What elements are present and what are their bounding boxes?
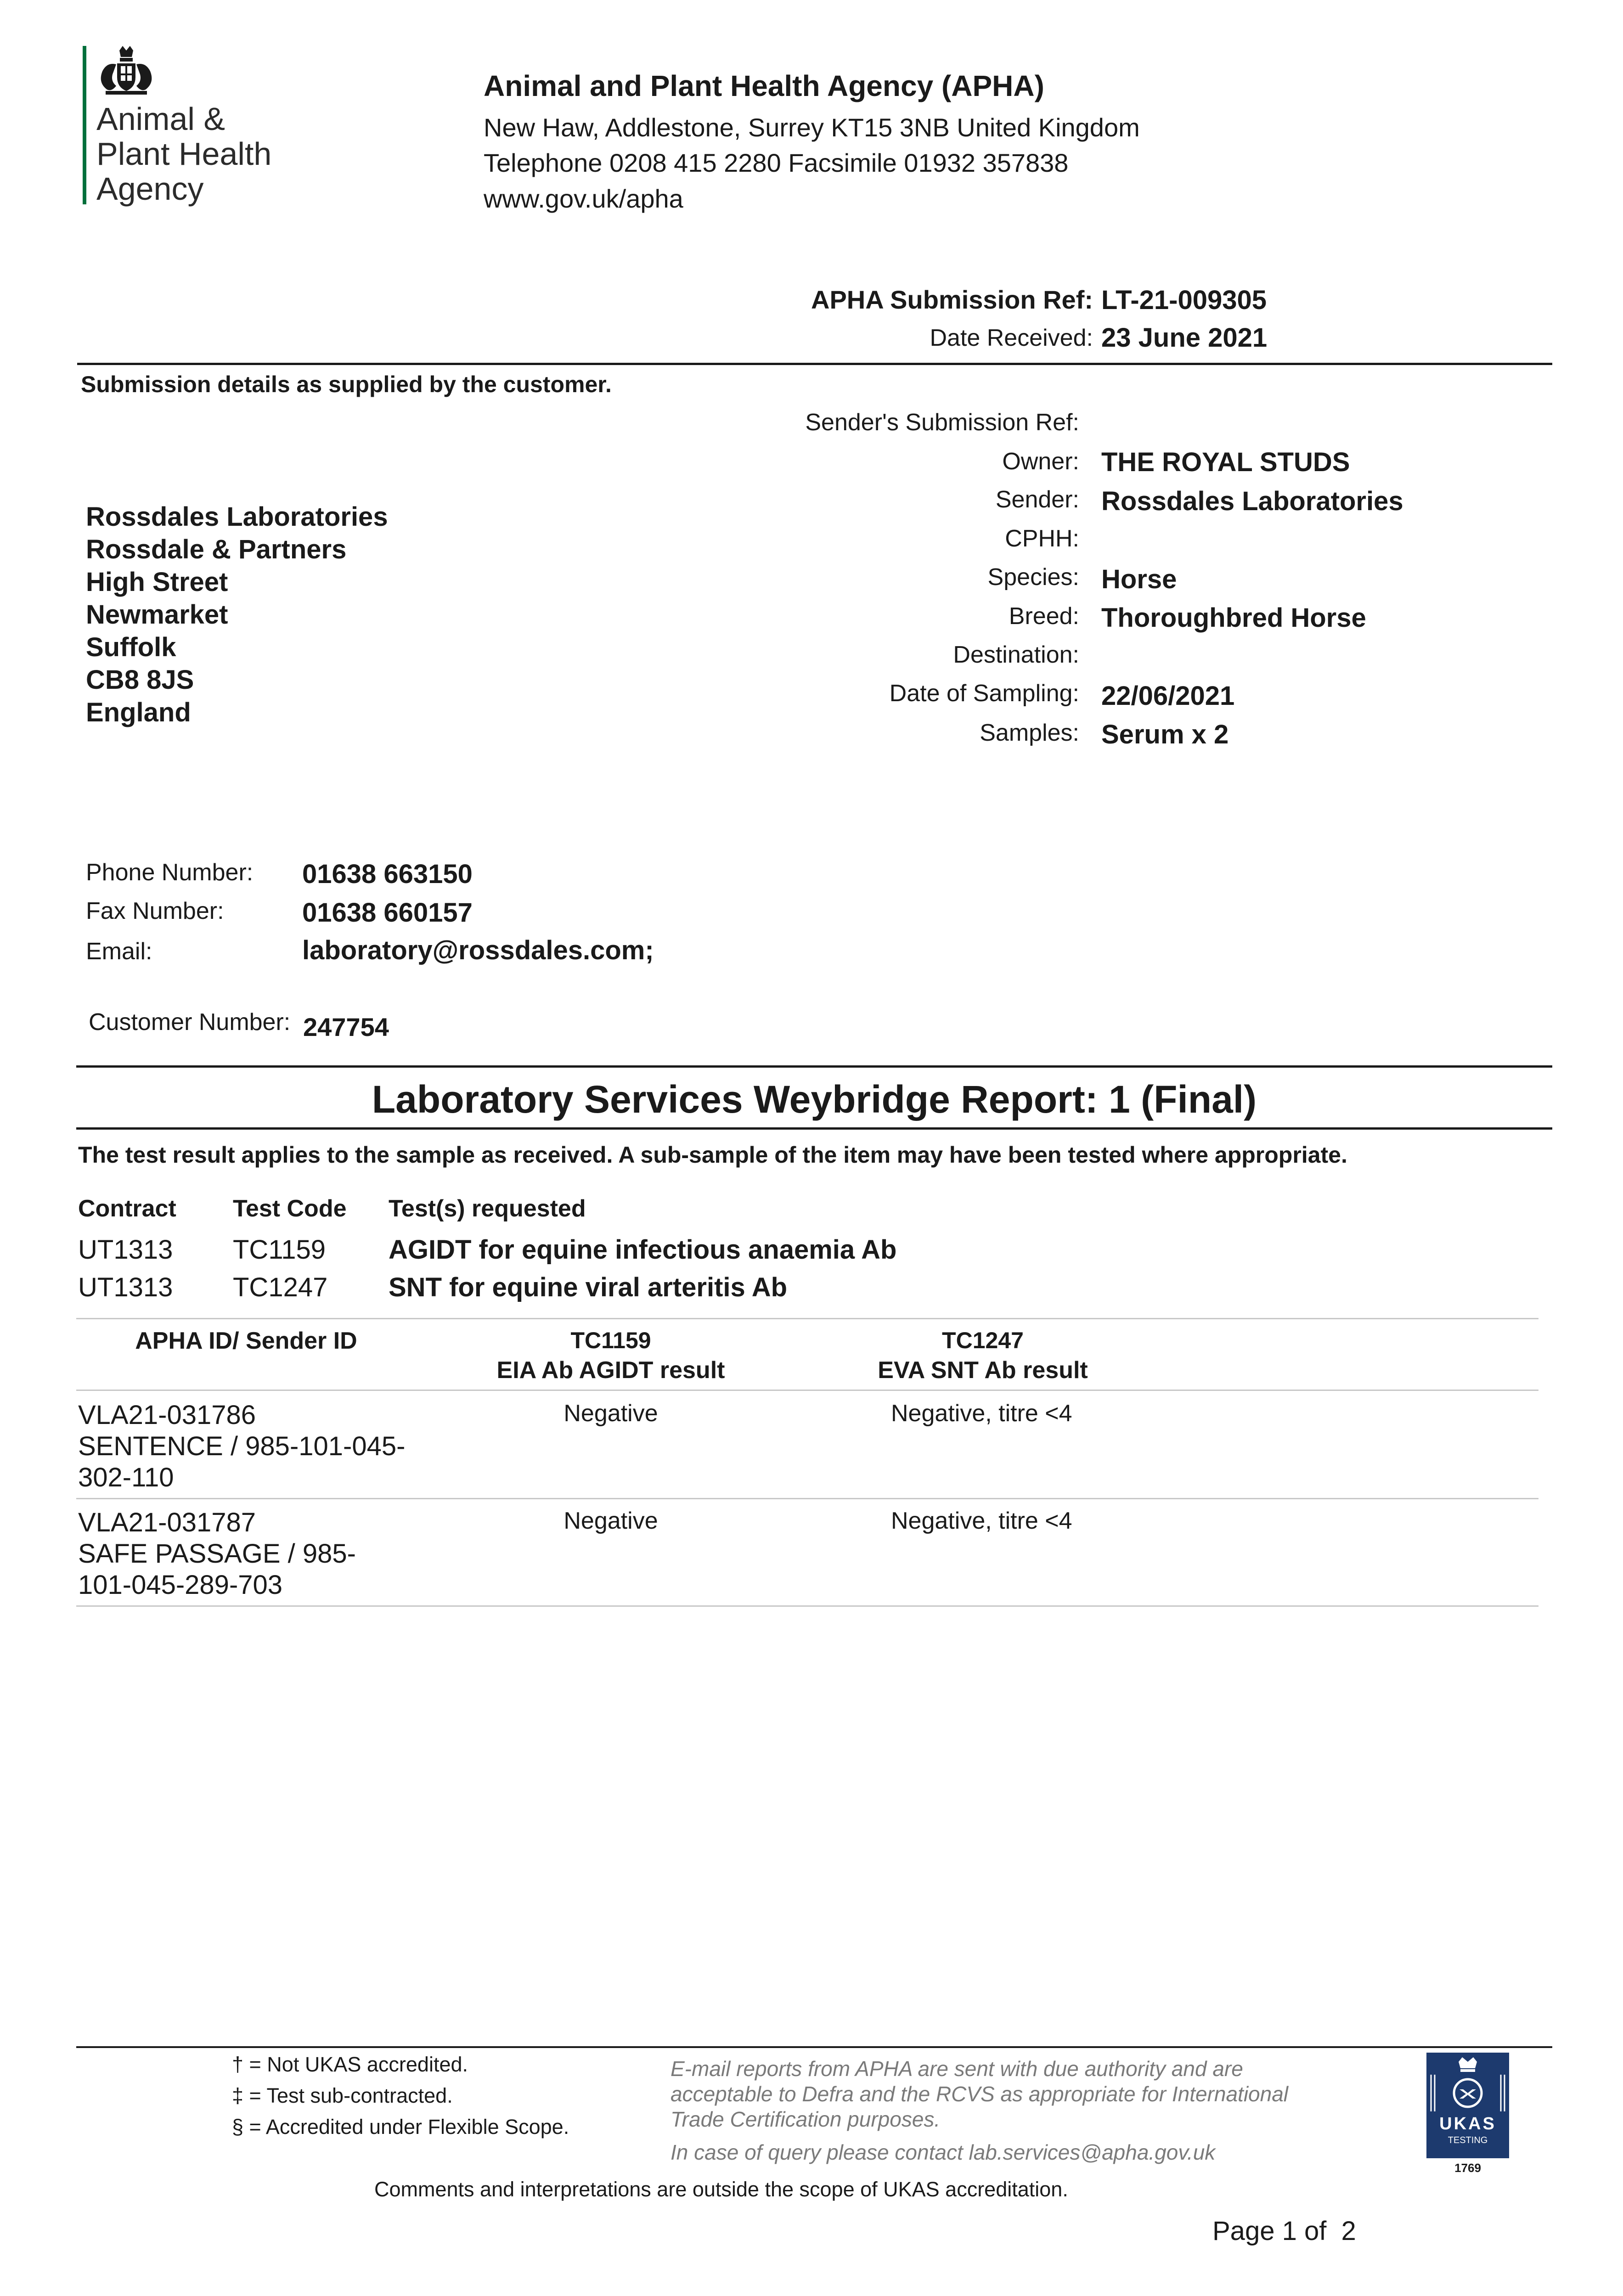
report-title: Laboratory Services Weybridge Report: 1 (Final) (372, 1078, 1257, 1121)
address-line: CB8 8JS (86, 665, 194, 695)
query-note: In case of query please contact lab.services@apha.gov.uk (671, 2140, 1216, 2164)
results-divider (76, 1390, 1538, 1391)
logo-green-bar (83, 46, 86, 204)
logo-line-1: Animal & (96, 101, 225, 137)
results-header-eia-name: EIA Ab AGIDT result (496, 1357, 725, 1384)
address-line: Newmarket (86, 600, 228, 630)
details-heading: Submission details as supplied by the customer. (81, 371, 612, 397)
legend-item: § = Accredited under Flexible Scope. (232, 2115, 569, 2138)
submission-ref-label: APHA Submission Ref: (811, 285, 1093, 314)
results-header-id: APHA ID/ Sender ID (135, 1328, 357, 1354)
result-id-line: VLA21-031786 (78, 1400, 256, 1430)
date-received-label: Date Received: (930, 325, 1093, 351)
detail-value: Serum x 2 (1101, 720, 1229, 749)
result-eva: Negative, titre <4 (891, 1508, 1072, 1534)
report-divider-top (76, 1065, 1552, 1068)
report-divider-bottom (76, 1127, 1552, 1130)
agency-website[interactable]: www.gov.uk/apha (484, 184, 683, 213)
detail-label: Destination: (953, 642, 1079, 668)
address-line: Rossdale & Partners (86, 535, 347, 564)
detail-label: Species: (987, 564, 1079, 591)
detail-label: Owner: (1002, 448, 1079, 475)
test-requested: AGIDT for equine infectious anaemia Ab (389, 1235, 897, 1265)
detail-label: Date of Sampling: (889, 680, 1079, 707)
result-eva: Negative, titre <4 (891, 1400, 1072, 1427)
fax-value: 01638 660157 (302, 898, 473, 928)
result-id-line: SAFE PASSAGE / 985- (78, 1539, 356, 1569)
detail-value: THE ROYAL STUDS (1101, 447, 1350, 477)
test-code: TC1247 (233, 1272, 328, 1302)
page-number: Page 1 of 2 (1212, 2216, 1356, 2246)
test-contract: UT1313 (78, 1235, 173, 1265)
tests-header-code: Test Code (233, 1195, 347, 1222)
agency-name: Animal and Plant Health Agency (APHA) (484, 69, 1044, 102)
agency-phone-fax: Telephone 0208 415 2280 Facsimile 01932 357838 (484, 148, 1069, 177)
report-note: The test result applies to the sample as received. A sub-sample of the item may have been tested where appropriate. (78, 1142, 1347, 1168)
detail-value: Horse (1101, 564, 1177, 594)
result-id-line: 101-045-289-703 (78, 1570, 283, 1600)
footer-divider (76, 2046, 1552, 2048)
submission-ref-value: LT-21-009305 (1101, 285, 1267, 315)
results-divider (76, 1498, 1538, 1499)
results-header-eva-name: EVA SNT Ab result (878, 1357, 1088, 1384)
fax-label: Fax Number: (86, 898, 224, 924)
legend-item: ‡ = Test sub-contracted. (232, 2084, 453, 2107)
tests-header-contract: Contract (78, 1195, 176, 1222)
detail-value: Thoroughbred Horse (1101, 603, 1366, 633)
results-header-eva-code: TC1247 (942, 1328, 1024, 1353)
ukas-number: 1769 (1454, 2161, 1481, 2175)
customer-number-label: Customer Number: (89, 1009, 291, 1035)
logo-line-2: Plant Health (96, 136, 272, 172)
ukas-sub: TESTING (1448, 2135, 1488, 2145)
detail-value: Rossdales Laboratories (1101, 486, 1403, 516)
address-line: Rossdales Laboratories (86, 502, 388, 532)
email-note-line: E-mail reports from APHA are sent with due authority and are (671, 2057, 1243, 2081)
results-header-eia-code: TC1159 (570, 1328, 651, 1353)
customer-number-value: 247754 (303, 1013, 389, 1041)
header-divider (77, 363, 1552, 365)
logo-line-3: Agency (96, 171, 204, 207)
agency-address: New Haw, Addlestone, Surrey KT15 3NB United Kingdom (484, 113, 1140, 142)
email-value[interactable]: laboratory@rossdales.com; (302, 935, 654, 965)
detail-label: Breed: (1009, 603, 1079, 630)
result-id-line: SENTENCE / 985-101-045- (78, 1431, 406, 1461)
detail-label: Sender: (995, 486, 1079, 513)
detail-label: Sender's Submission Ref: (805, 409, 1079, 436)
detail-value: 22/06/2021 (1101, 681, 1235, 711)
results-divider (76, 1318, 1538, 1319)
ukas-text: UKAS (1439, 2114, 1496, 2133)
results-divider (76, 1605, 1538, 1607)
test-requested: SNT for equine viral arteritis Ab (389, 1272, 788, 1302)
phone-label: Phone Number: (86, 859, 254, 886)
result-id-line: 302-110 (78, 1463, 174, 1492)
result-eia: Negative (564, 1508, 658, 1534)
royal-crest-icon (94, 46, 158, 96)
address-line: Suffolk (86, 632, 176, 662)
phone-value: 01638 663150 (302, 859, 473, 889)
address-line: England (86, 698, 191, 727)
test-code: TC1159 (233, 1235, 326, 1265)
test-contract: UT1313 (78, 1272, 173, 1302)
detail-label: CPHH: (1005, 525, 1079, 552)
legend-item: † = Not UKAS accredited. (232, 2053, 468, 2076)
email-note-line: acceptable to Defra and the RCVS as appropriate for International (671, 2082, 1289, 2106)
tests-header-requested: Test(s) requested (389, 1195, 586, 1222)
crown-icon (1426, 2053, 1509, 2112)
date-received-value: 23 June 2021 (1101, 323, 1268, 353)
address-line: High Street (86, 567, 228, 597)
result-id-line: VLA21-031787 (78, 1508, 256, 1537)
ukas-logo (1426, 2053, 1509, 2158)
ukas-comments: Comments and interpretations are outside the scope of UKAS accreditation. (374, 2178, 1068, 2201)
email-label: Email: (86, 938, 152, 965)
result-eia: Negative (564, 1400, 658, 1427)
email-note-line: Trade Certification purposes. (671, 2107, 941, 2131)
detail-label: Samples: (980, 720, 1079, 746)
